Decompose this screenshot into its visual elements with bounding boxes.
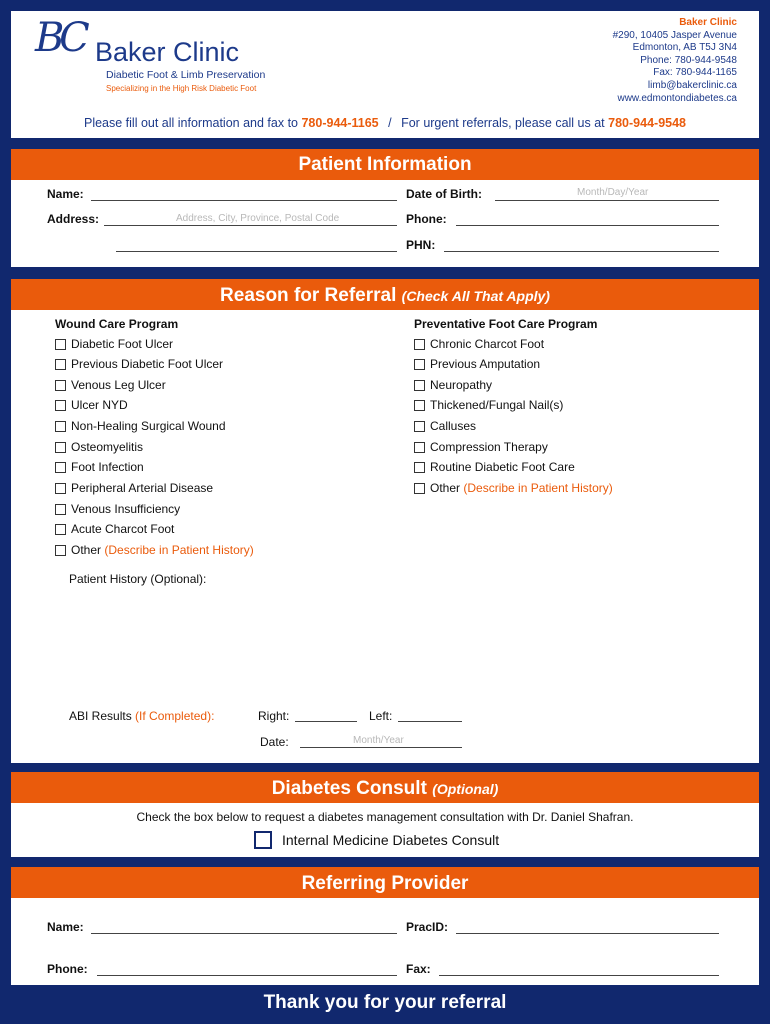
provider-panel xyxy=(11,867,759,985)
option-label: Routine Diabetic Foot Care xyxy=(430,460,575,474)
checkbox[interactable] xyxy=(55,359,66,370)
referral-panel xyxy=(11,279,759,763)
separator: / xyxy=(388,116,392,130)
fax-number: 780-944-1165 xyxy=(301,116,379,130)
logo-subtitle: Diabetic Foot & Limb Preservation xyxy=(106,69,266,81)
phn-field[interactable] xyxy=(444,251,719,252)
dob-field[interactable] xyxy=(495,200,719,201)
address-placeholder: Address, City, Province, Postal Code xyxy=(176,213,340,224)
contact-email[interactable]: limb@bakerclinic.ca xyxy=(647,79,737,91)
abi-label xyxy=(69,709,214,723)
provider-name-field[interactable] xyxy=(91,933,397,934)
provider-name-label: Name: xyxy=(47,920,84,934)
provider-fax-field[interactable] xyxy=(439,975,719,976)
diabetes-consult-label: Internal Medicine Diabetes Consult xyxy=(282,832,500,848)
fax-instruction xyxy=(11,116,759,130)
option-label: Acute Charcot Foot xyxy=(71,522,175,536)
wound-option[interactable] xyxy=(55,440,143,454)
option-label: Thickened/Fungal Nail(s) xyxy=(430,398,564,412)
logo-name: Baker Clinic xyxy=(95,37,240,67)
abi-date-placeholder: Month/Year xyxy=(353,735,404,746)
provider-fax-label: Fax: xyxy=(406,962,431,976)
patient-name-label: Name: xyxy=(47,187,84,201)
phn-label: PHN: xyxy=(406,238,436,252)
address-label: Address: xyxy=(47,212,100,226)
diabetes-section-title xyxy=(11,772,759,803)
preventative-option[interactable] xyxy=(414,419,476,433)
wound-option[interactable] xyxy=(55,378,166,392)
checkbox[interactable] xyxy=(414,421,425,432)
checkbox[interactable] xyxy=(414,483,425,494)
pracid-field[interactable] xyxy=(456,933,719,934)
contact-block xyxy=(613,17,737,105)
checkbox[interactable] xyxy=(55,545,66,556)
checkbox[interactable] xyxy=(55,380,66,391)
right-field[interactable] xyxy=(295,721,357,722)
checkbox[interactable] xyxy=(414,380,425,391)
patient-name-field[interactable] xyxy=(91,200,397,201)
abi-date-field[interactable] xyxy=(300,747,462,748)
diabetes-title-note: (Optional) xyxy=(432,781,499,797)
option-label: Calluses xyxy=(430,419,477,433)
fax-prefix: Please fill out all information and fax to xyxy=(83,116,298,130)
diabetes-consult-option[interactable] xyxy=(254,831,499,849)
diabetes-consult-checkbox[interactable] xyxy=(254,831,272,849)
option-label: Previous Amputation xyxy=(430,357,541,371)
option-label: Chronic Charcot Foot xyxy=(430,337,545,351)
referral-title-note: (Check All That Apply) xyxy=(401,288,550,304)
diabetes-title-text: Diabetes Consult xyxy=(271,778,427,799)
preventative-option[interactable] xyxy=(414,398,563,412)
option-label: Neuropathy xyxy=(430,378,493,392)
abi-note: (If Completed): xyxy=(135,709,215,723)
other-note: (Describe in Patient History) xyxy=(463,481,613,495)
preventative-option[interactable] xyxy=(414,357,540,371)
header-panel xyxy=(11,11,759,138)
patient-panel xyxy=(11,149,759,267)
phone-field[interactable] xyxy=(456,225,719,226)
history-label: Patient History (Optional): xyxy=(69,572,207,586)
referral-title-text: Reason for Referral xyxy=(220,285,397,306)
preventative-option[interactable] xyxy=(414,440,548,454)
preventative-option-other[interactable] xyxy=(414,481,613,495)
option-label: Peripheral Arterial Disease xyxy=(71,481,214,495)
contact-website[interactable]: www.edmontondiabetes.ca xyxy=(617,92,737,104)
abi-date-label: Date: xyxy=(260,735,289,749)
checkbox[interactable] xyxy=(414,462,425,473)
checkbox[interactable] xyxy=(55,483,66,494)
wound-option[interactable] xyxy=(55,357,223,371)
provider-section-title: Referring Provider xyxy=(11,867,759,898)
diabetes-panel xyxy=(11,772,759,857)
wound-option[interactable] xyxy=(55,337,173,351)
wound-option[interactable] xyxy=(55,419,226,433)
option-label: Diabetic Foot Ulcer xyxy=(71,337,174,351)
provider-phone-label: Phone: xyxy=(47,962,88,976)
wound-option[interactable] xyxy=(55,460,144,474)
contact-title: Baker Clinic xyxy=(679,17,737,28)
checkbox[interactable] xyxy=(414,442,425,453)
contact-phone: Phone: 780-944-9548 xyxy=(640,54,737,66)
option-label: Venous Leg Ulcer xyxy=(71,378,166,392)
contact-fax: Fax: 780-944-1165 xyxy=(653,67,737,79)
provider-phone-field[interactable] xyxy=(97,975,397,976)
dob-label: Date of Birth: xyxy=(406,187,482,201)
option-label: Venous Insufficiency xyxy=(71,502,181,516)
option-label: Previous Diabetic Foot Ulcer xyxy=(71,357,224,371)
address-field-1[interactable] xyxy=(104,225,397,226)
checkbox[interactable] xyxy=(414,359,425,370)
checkbox[interactable] xyxy=(55,421,66,432)
phone-label: Phone: xyxy=(406,212,447,226)
checkbox[interactable] xyxy=(414,400,425,411)
left-label: Left: xyxy=(369,709,393,723)
urgent-number: 780-944-9548 xyxy=(608,116,687,130)
option-label: Osteomyelitis xyxy=(71,440,144,454)
wound-option[interactable] xyxy=(55,522,174,536)
right-label: Right: xyxy=(258,709,290,723)
patient-section-title: Patient Information xyxy=(11,149,759,180)
address-field-2[interactable] xyxy=(116,251,397,252)
contact-address-1: #290, 10405 Jasper Avenue xyxy=(612,29,737,41)
wound-option[interactable] xyxy=(55,502,180,516)
preventative-option[interactable] xyxy=(414,378,492,392)
other-note: (Describe in Patient History) xyxy=(104,543,254,557)
checkbox[interactable] xyxy=(55,504,66,515)
preventative-option[interactable] xyxy=(414,460,575,474)
wound-option[interactable] xyxy=(55,481,213,495)
option-label: Ulcer NYD xyxy=(71,398,128,412)
option-label: Compression Therapy xyxy=(430,440,548,454)
preventative-heading: Preventative Foot Care Program xyxy=(414,317,598,331)
checkbox[interactable] xyxy=(55,339,66,350)
checkbox[interactable] xyxy=(55,524,66,535)
urgent-prefix: For urgent referrals, please call us at xyxy=(401,116,605,130)
option-label: Other xyxy=(430,481,461,495)
logo-letters: BC xyxy=(35,15,84,61)
clinic-logo xyxy=(29,15,289,95)
wound-option[interactable] xyxy=(55,398,128,412)
dob-placeholder: Month/Day/Year xyxy=(577,187,649,198)
pracid-label: PracID: xyxy=(406,920,449,934)
footer-thanks: Thank you for your referral xyxy=(263,992,507,1013)
contact-address-2: Edmonton, AB T5J 3N4 xyxy=(632,42,737,54)
diabetes-instruction: Check the box below to request a diabetes management consultation with Dr. Daniel Shafran. xyxy=(136,810,634,824)
checkbox[interactable] xyxy=(55,462,66,473)
checkbox[interactable] xyxy=(414,339,425,350)
left-field[interactable] xyxy=(398,721,462,722)
checkbox[interactable] xyxy=(55,400,66,411)
abi-label-text: ABI Results xyxy=(69,709,132,723)
option-label: Foot Infection xyxy=(71,460,144,474)
option-label: Other xyxy=(71,543,102,557)
history-field[interactable] xyxy=(69,589,739,699)
checkbox[interactable] xyxy=(55,442,66,453)
logo-tagline: Specializing in the High Risk Diabetic Foot xyxy=(106,84,257,93)
referral-section-title xyxy=(11,279,759,310)
wound-care-heading: Wound Care Program xyxy=(55,317,179,331)
wound-option-other[interactable] xyxy=(55,543,254,557)
option-label: Non-Healing Surgical Wound xyxy=(71,419,226,433)
preventative-option[interactable] xyxy=(414,337,544,351)
